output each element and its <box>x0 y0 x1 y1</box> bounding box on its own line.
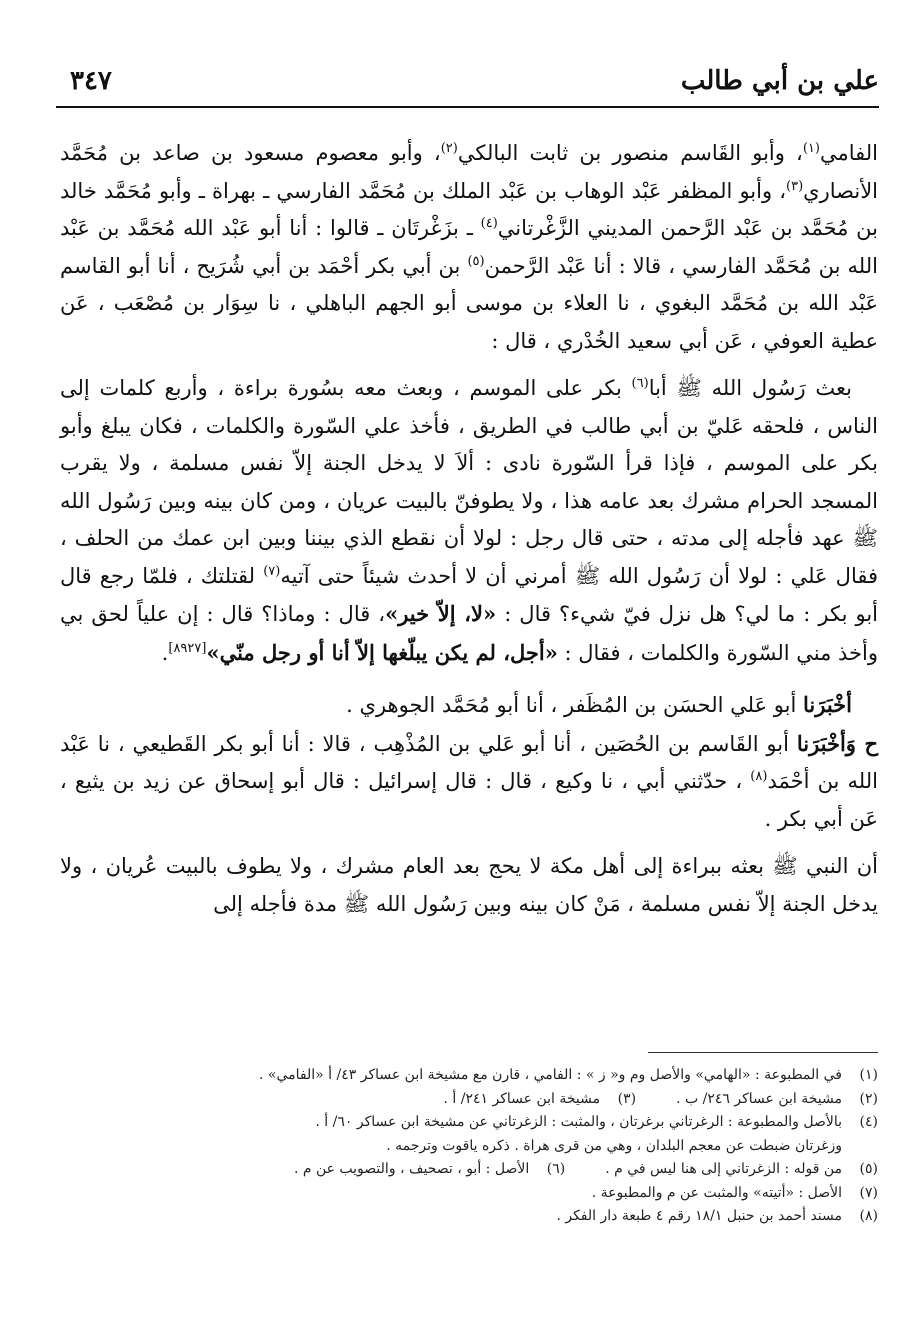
footnote-ref: (٦) <box>631 376 649 391</box>
paragraph-hadith-text-2: أن النبي ﷺ بعثه ببراءة إلى أهل مكة لا يحج بعد العام مشرك ، ولا يطوف بالبيت عُريان ، ولا يدخل الجنة إلاّ نفس مسلمة ، مَنْ كان بينه وبين رَسُول الله ﷺ مدة فأجله إلى <box>60 854 878 916</box>
header-rule <box>56 106 879 108</box>
paragraph-isnad-2: أخْبَرَنا أبو عَلي الحسَن بن المُظَفر ، أنا أبو مُحَمَّد الجوهري . <box>346 692 852 717</box>
hadith-number: [٨٩٢٧] <box>168 640 207 656</box>
footnote-6: (٦) الأصل : أبو ، تصحيف ، والتصويب عن م . <box>293 1161 566 1177</box>
footnote-row-5-6 <box>60 1158 878 1182</box>
footnote-4: (٤) بالأصل والمطبوعة : الرغرتاني برغرتان ، والمثبت : الزغرتاني عن مشيخة ابن عساكر ٦٠/ أ . <box>315 1114 878 1130</box>
footnote-ref: (٨) <box>750 769 768 784</box>
paragraph-isnad-1: الفامي$^{(١)}$، وأبو القَاسم منصور بن ثابت البالكي$^{(٢)}$، وأبو معصوم مسعود بن صاعد بن مُحَمَّد الأنصاري$^{(٣)}$، وأبو المظفر عَبْد الوهاب بن عَبْد الملك بن مُحَمَّد الفارسي ـ بهراة ـ وأبو مُحَمَّد خالد بن مُحَمَّد بن عَبْد الرَّحمن المديني الزَّغْرتاني$^{(٤)}$ ـ بزَغْرتَان ـ قالوا : أنا أبو عَبْد الله مُحَمَّد بن عَبْد الله بن مُحَمَّد الفارسي ، قالا : أنا عَبْد الرَّحمن$^{(٥)}$ بن أبي بكر أحْمَد بن أبي شُرَيح ، أنا أبو القاسم عَبْد الله بن مُحَمَّد البغوي ، نا العلاء بن موسى أبو الجهم الباهلي ، نا سِوَار بن مُصْعَب ، عَن عطية العوفي ، عَن أبي سعيد الخُدْري ، قال : <box>60 141 879 353</box>
quote-bold: «أجل، لم يكن يبلّغها إلاّ أنا أو رجل منّي» <box>206 639 558 665</box>
footnote-7: (٧) الأصل : «أتيته» والمثبت عن م والمطبوعة . <box>591 1184 878 1201</box>
footnote-3: (٣) مشيخة ابن عساكر ٢٤١/ أ . <box>443 1090 637 1107</box>
footnote-8: (٨) مسند أحمد بن حنبل ١٨/١ رقم ٤ طبعة دار الفكر . <box>556 1208 878 1224</box>
footnote-ref: (١) <box>802 141 820 156</box>
page-number: ٣٤٧ <box>70 66 112 96</box>
footnote-ref: (٣) <box>786 178 804 194</box>
footnote-5: (٥) من قوله : الزغرتاني إلى هنا ليس في م . <box>605 1161 878 1177</box>
akhbarana-bold: أخْبَرَنا <box>803 692 852 717</box>
footnotes <box>60 1064 878 1229</box>
footnote-1: (١) في المطبوعة : «الهامي» والأصل وم و« ز » : الفامي ، قارن مع مشيخة ابن عساكر ٤٣/ أ «الفامي» . <box>259 1067 878 1083</box>
footnote-4-continued: وزغرتان ضبطت عن معجم البلدان ، وهي من قرى هراة . ذكره ياقوت وترجمه . <box>386 1137 842 1154</box>
footnote-ref: (٤) <box>480 216 498 231</box>
footnote-2: (٢) مشيخة ابن عساكر ٢٤٦/ ب . <box>676 1090 878 1107</box>
akhbarana-bold: ح وَأخْبَرَنا <box>796 730 879 756</box>
footnote-ref: (٥) <box>467 253 485 269</box>
footnote-separator <box>648 1052 878 1053</box>
main-text <box>60 135 878 923</box>
quote-bold: «لا، إلاّ خير» <box>385 601 497 626</box>
footnote-ref: (٢) <box>440 141 458 156</box>
header-title: علي بن أبي طالب <box>680 66 879 96</box>
running-header <box>56 60 879 108</box>
paragraph-hadith-text: بعث رَسُول الله ﷺ أبا$^{(٦)}$ بكر على الموسم ، وبعث معه بسُورة براءة ، وأربع كلمات إلى الناس ، فلحقه عَليّ بن أبي طالب في الطريق ، فأخذ علي السّورة والكلمات ، فكان يبلغ وأبو بكر على الموسم ، فإذا قرأ السّورة نادى : ألاَ لا يدخل الجنة إلاّ نفس مسلمة ، ولا يقرب المسجد الحرام مشرك بعد عامه هذا ، ولا يطوفنّ بالبيت عريان ، ومن كان بينه وبين رَسُول الله ﷺ عهد فأجله إلى مدته ، حتى قال رجل : لولا أن نقطع الذي بيننا وبين ابن عمك من الحلف ، فقال عَلي : لولا أن رَسُول الله ﷺ أمرني أن لا أحدث شيئاً حتى آتيه$^{(٧)}$ لقتلتك ، فلمّا رجع قال أبو بكر : ما لي؟ هل نزل فيّ شيء؟ قال : «لا، إلاّ خير»، قال : وماذا؟ قال : إن علياً لحق بي وأخذ مني السّورة والكلمات ، فقال : «أجل، لم يكن يبلّغها إلاّ أنا أو رجل منّي»[٨٩٢٧]. <box>60 376 879 665</box>
paragraph-isnad-3: ح وَأخْبَرَنا أبو القَاسم بن الحُصَين ، أنا أبو عَلي بن المُذْهِب ، قالا : أنا أبو بكر القَطيعي ، نا عَبْد الله بن أحْمَد$^{(٨)}$ ، حدّثني أبي ، نا وكيع ، قال : قال إسرائيل : قال أبو إسحاق عن زيد بن يثيع ، عَن أبي بكر . <box>60 730 879 831</box>
footnote-row-2-3 <box>60 1088 878 1112</box>
footnote-ref: (٧) <box>263 563 281 579</box>
